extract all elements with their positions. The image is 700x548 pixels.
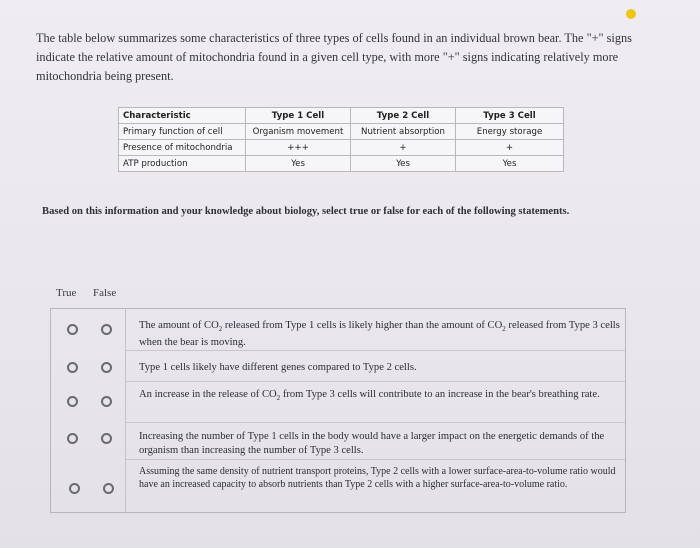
instructions-text: Based on this information and your knowledge about biology, select true or false for each of the following statements. [42,206,570,217]
table-header-row [119,108,564,124]
row-divider [125,459,625,460]
table-header-cell: Type 1 Cell [246,108,351,124]
statement-3-text: An increase in the release of $CO_2$ from Type 3 cells will contribute to an increase in the bear's breathing rate. [139,389,600,403]
true-column-header: True [56,287,77,299]
statements-table [50,308,626,513]
table-cell: ATP production [119,156,246,172]
statement-4-text: Increasing the number of Type 1 cells in the body would have a larger impact on the energetic demands of the organism than increasing the number of Type 3 cells. [139,431,605,456]
row-divider [125,381,625,382]
statement-3-true-radio[interactable] [67,396,78,407]
table-cell: Yes [351,156,456,172]
table-header-cell: Type 3 Cell [456,108,564,124]
table-cell: Energy storage [456,124,564,140]
table-cell: + [351,140,456,156]
table-row [119,140,564,156]
table-header-cell: Type 2 Cell [351,108,456,124]
statement-1-false-radio[interactable] [101,324,112,335]
row-divider [125,350,625,351]
statement-2-true-radio[interactable] [67,362,78,373]
table-row [119,124,564,140]
table-cell: + [456,140,564,156]
table-cell: Nutrient absorption [351,124,456,140]
statement-2-false-radio[interactable] [101,362,112,373]
statement-4-false-radio[interactable] [101,433,112,444]
table-cell: Yes [246,156,351,172]
statement-1-true-radio[interactable] [67,324,78,335]
false-column-header: False [93,287,117,299]
statement-4-true-radio[interactable] [67,433,78,444]
cell-characteristics-table [118,107,564,172]
table-cell: +++ [246,140,351,156]
statement-5-true-radio[interactable] [69,483,80,494]
table-cell: Presence of mitochondria [119,140,246,156]
intro-paragraph: The table below summarizes some characteristics of three types of cells found in an individual brown bear. The "+" signs indicate the relative amount of mitochondria found in a given cell type, with more "+" signs indicating relatively more mitochondria being present. [36,31,632,83]
statement-1-text: The amount of $CO_2$ released from Type 1 cells is likely higher than the amount of $CO_2$ released from Type 3 cells when the bear is moving. [139,320,620,349]
statement-3-false-radio[interactable] [101,396,112,407]
row-divider [125,422,625,423]
table-row [119,156,564,172]
statement-2-text: Type 1 cells likely have different genes compared to Type 2 cells. [139,362,417,373]
table-header-cell: Characteristic [119,108,246,124]
column-divider [125,309,126,512]
table-cell: Primary function of cell [119,124,246,140]
statement-5-false-radio[interactable] [103,483,114,494]
statement-5-text: Assuming the same density of nutrient transport proteins, Type 2 cells with a lower surface-area-to-volume ratio would have an increased capacity to absorb nutrients than Type 2 cells with a higher surface-area-to-volume ratio. [139,466,616,490]
table-cell: Organism movement [246,124,351,140]
status-dot-icon [626,9,636,19]
table-cell: Yes [456,156,564,172]
